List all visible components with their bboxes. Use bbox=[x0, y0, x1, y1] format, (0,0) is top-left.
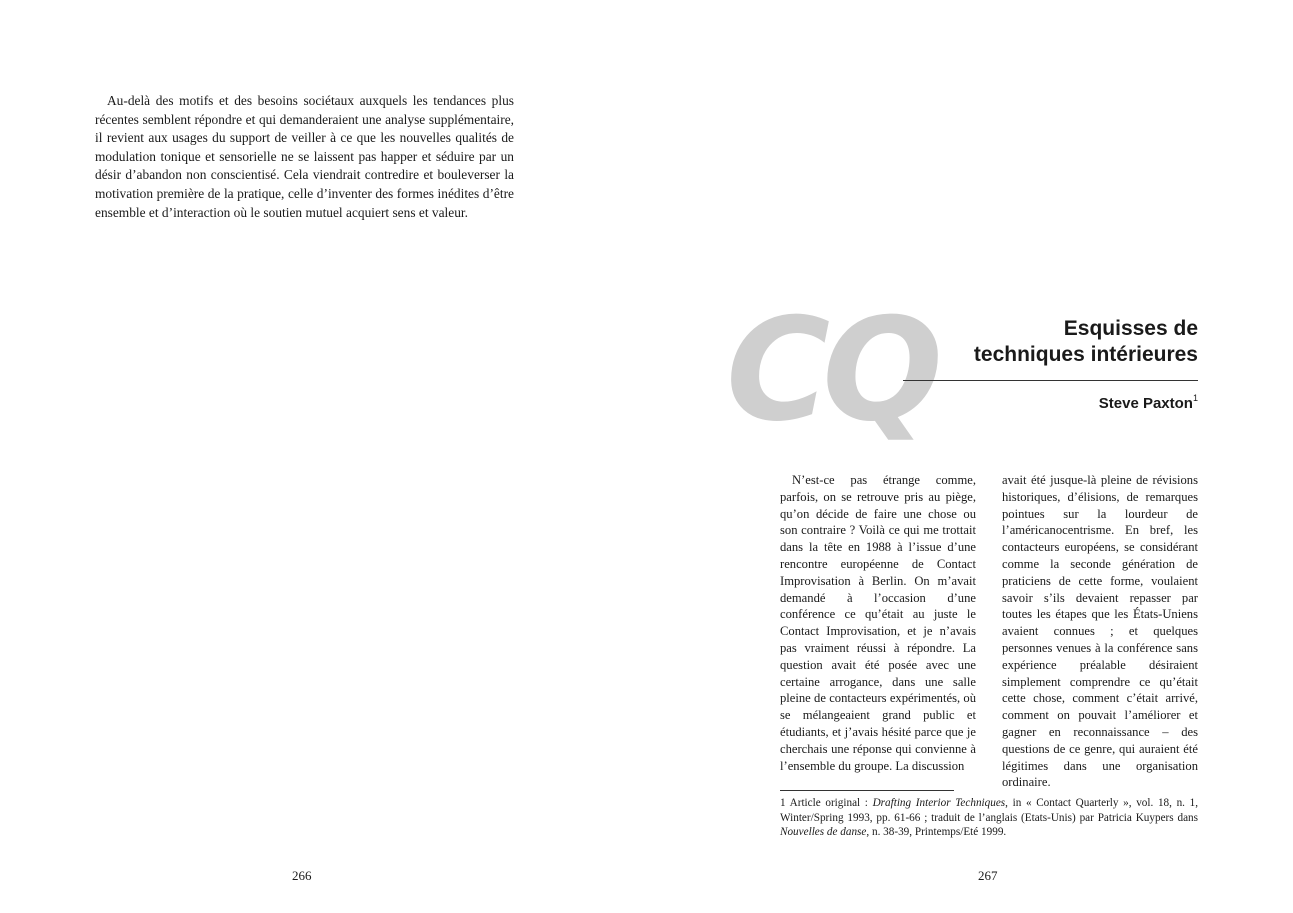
article-author bbox=[1099, 395, 1198, 412]
body-column-1: N’est-ce pas étrange comme, parfois, on se retrouve pris au piège, qu’on décide de faire une chose ou son contraire ? Voilà ce qui me trottait dans la tête en 1988 à l’issue d’une rencontre européenne de Contact Improvisation à Berlin. On m’avait demandé à l’occasion d’une conférence ce qu’était au juste le Contact Improvisation, et je n’avais pas vraiment réussi à répondre. La question avait été posée avec une certaine arrogance, dans une salle pleine de contacteurs expérimentés, où se mélangeaient grand public et étudiants, et j’avais hésité parce que je cherchais une réponse qui convienne à l’ensemble du groupe. La discussion bbox=[780, 473, 976, 773]
page-number-right: 267 bbox=[978, 868, 998, 883]
footnote-journal: Nouvelles de danse bbox=[780, 826, 867, 839]
author-footnote-marker: 1 bbox=[1192, 393, 1198, 403]
footnote-original-title: Drafting Interior Techniques bbox=[872, 797, 1006, 809]
title-line-1: Esquisses de bbox=[1063, 317, 1198, 340]
body-column-2: avait été jusque-là pleine de révisions historiques, d’élisions, de remarques pointues sur la lourdeur de l’américanocentrisme. En bref, les contacteurs européens, se considérant comme la seconde génération de praticiens de cette forme, voulaient savoir s’ils devaient repasser par toutes les étapes que les États-Uniens avaient connues ; et quelques personnes venues à la conférence sans expérience préalable désiraient simplement comprendre ce qu’était cette chose, comment c’était arrivé, comment on pouvait l’améliorer et gagner en reconnaissance – des questions de ce genre, qui auraient été légitimes dans une organisation ordinaire. bbox=[1002, 473, 1198, 790]
page-number-left: 266 bbox=[292, 868, 312, 883]
article-title bbox=[858, 316, 1198, 368]
footnote-rule bbox=[780, 790, 954, 791]
author-name: Steve Paxton bbox=[1098, 395, 1193, 412]
footnote-middle: , in « Contact Quarterly », vol. 18, n. 1, Winter/Spring 1993, pp. 61-66 ; traduit de l’anglais (Etats-Unis) par Patricia Kuypers dans bbox=[780, 797, 1199, 824]
footnote bbox=[780, 796, 1198, 840]
footnote-suffix: , n. 38-39, Printemps/Eté 1999. bbox=[866, 826, 1007, 839]
footnote-prefix: Article original : bbox=[789, 797, 868, 809]
left-page bbox=[0, 0, 646, 913]
title-line-2: techniques intérieures bbox=[973, 343, 1198, 366]
left-page-paragraph: Au-delà des motifs et des besoins sociétaux auxquels les tendances plus récentes semblent répondre et qui demanderaient une analyse supplémentaire, il revient aux usages du support de veiller à ce que les nouvelles qualités de modulation tonique et sensorielle ne se laissent pas happer et séduire par un désir d’abandon non conscientisé. Cela viendrait contredire et bouleverser la motivation première de la pratique, celle d’inventer des formes inédites d’être ensemble et d’interaction où le soutien mutuel acquiert sens et valeur. bbox=[95, 93, 514, 220]
title-rule bbox=[903, 380, 1198, 381]
footnote-number: 1 bbox=[780, 797, 786, 809]
right-page bbox=[646, 0, 1293, 913]
cq-logo: CQ bbox=[726, 288, 935, 453]
